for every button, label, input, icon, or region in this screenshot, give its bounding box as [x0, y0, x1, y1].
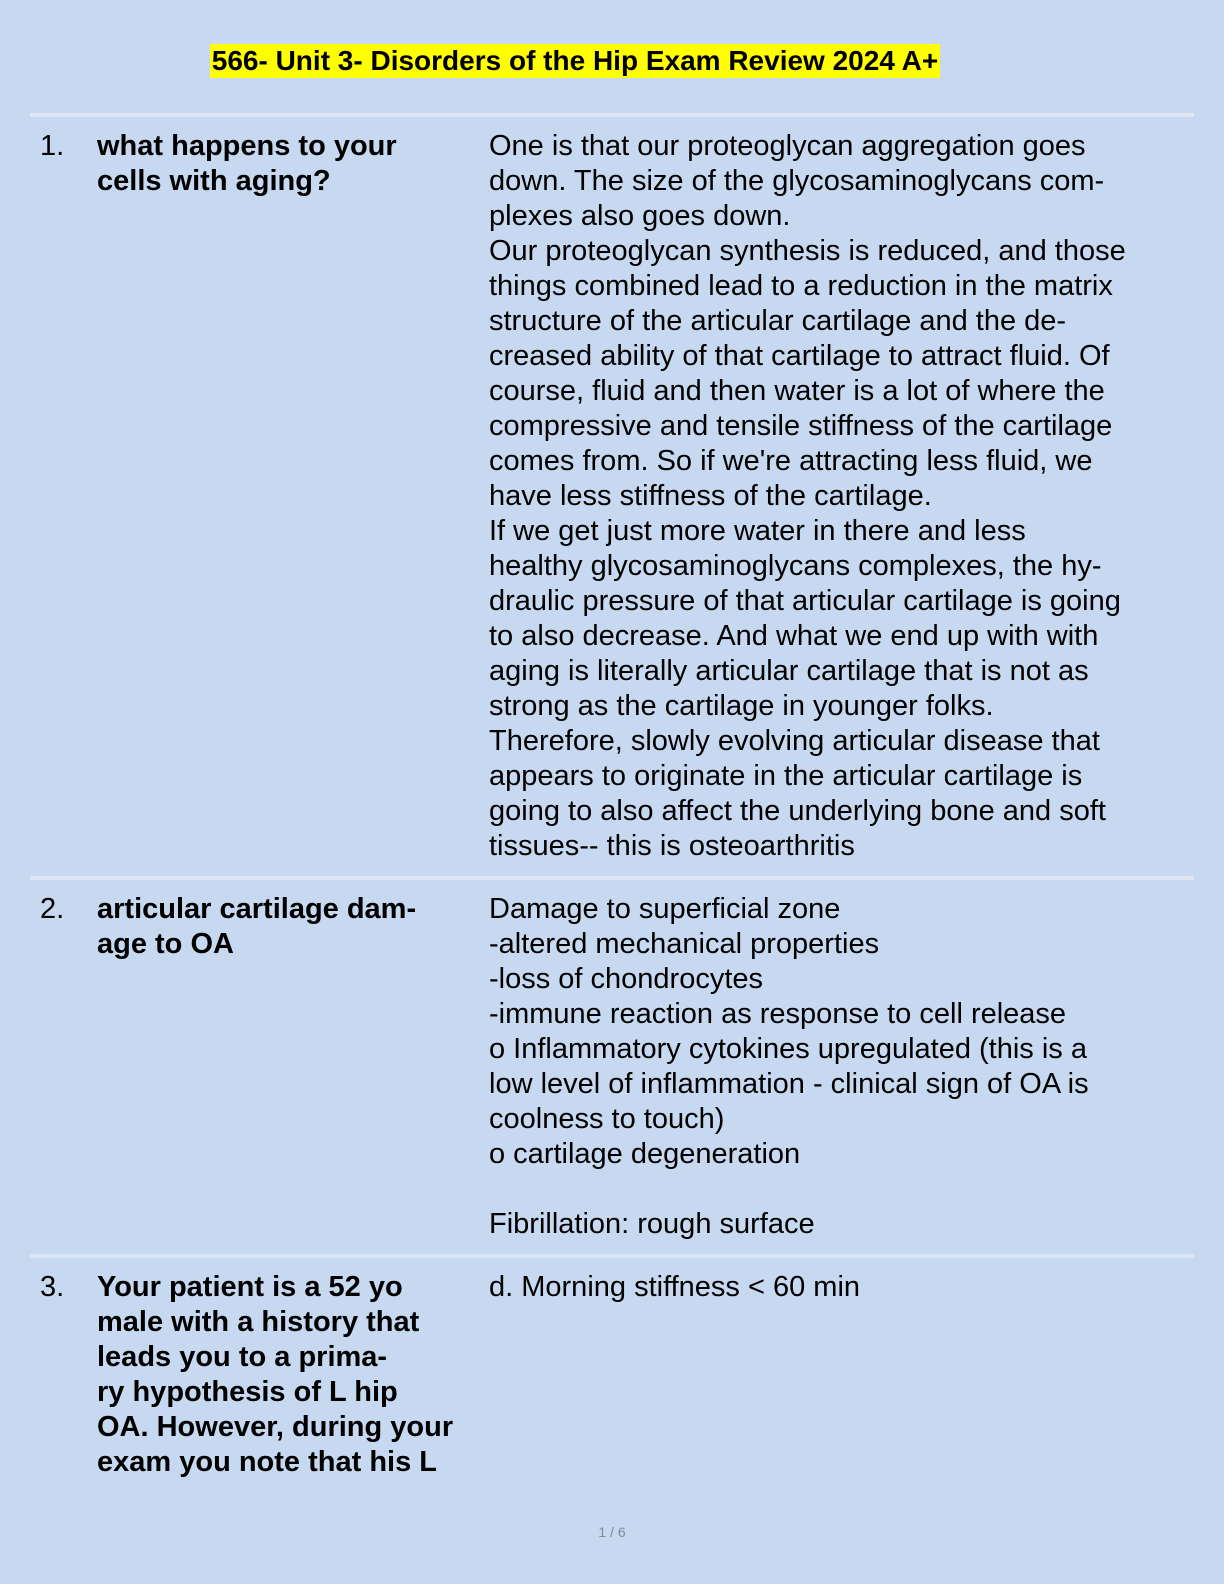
answer-line: appears to originate in the articular cartilage is — [489, 760, 1083, 792]
document-title: 566- Unit 3- Disorders of the Hip Exam Review 2024 A+ — [211, 45, 939, 76]
question-text — [97, 892, 482, 962]
flashcard-2 — [30, 876, 1194, 1255]
answer-line: plexes also goes down. — [489, 200, 791, 232]
question-line: what happens to your — [97, 130, 397, 162]
item-number: 2. — [40, 893, 65, 925]
answer-line: o cartilage degeneration — [489, 1138, 801, 1170]
question-line: cells with aging? — [97, 165, 331, 197]
answer-line: down. The size of the glycosaminoglycans com- — [489, 165, 1105, 197]
flashcard-3 — [30, 1254, 1194, 1508]
answer-line: low level of inflammation - clinical sign of OA is — [489, 1068, 1089, 1100]
question-text — [97, 1270, 482, 1480]
answer-line: Therefore, slowly evolving articular disease that — [489, 725, 1100, 757]
question-line: exam you note that his L — [97, 1446, 437, 1478]
answer-line: Fibrillation: rough surface — [489, 1208, 815, 1240]
answer-text — [489, 1270, 1179, 1305]
question-line: Your patient is a 52 yo — [97, 1271, 403, 1303]
answer-blank-line — [489, 1172, 1179, 1207]
answer-line: compressive and tensile stiffness of the cartilage — [489, 410, 1113, 442]
item-number: 1. — [40, 130, 65, 162]
answer-line: Our proteoglycan synthesis is reduced, and those — [489, 235, 1126, 267]
answer-line: comes from. So if we're attracting less fluid, we — [489, 445, 1093, 477]
question-line: leads you to a prima- — [97, 1341, 388, 1373]
answer-text — [489, 129, 1179, 864]
answer-line: creased ability of that cartilage to attract fluid. Of — [489, 340, 1110, 372]
answer-line: draulic pressure of that articular cartilage is going — [489, 585, 1121, 617]
question-line: male with a history that — [97, 1306, 420, 1338]
answer-line: have less stiffness of the cartilage. — [489, 480, 932, 512]
title-container — [0, 44, 1150, 78]
answer-line: going to also affect the underlying bone and soft — [489, 795, 1106, 827]
answer-line: tissues-- this is osteoarthritis — [489, 830, 855, 862]
flashcard-1 — [30, 113, 1194, 877]
answer-line: aging is literally articular cartilage that is not as — [489, 655, 1089, 687]
answer-line: Damage to superficial zone — [489, 893, 841, 925]
answer-line: coolness to touch) — [489, 1103, 725, 1135]
question-text — [97, 129, 482, 199]
question-line: OA. However, during your — [97, 1411, 454, 1443]
answer-text — [489, 892, 1179, 1242]
item-number: 3. — [40, 1271, 65, 1303]
answer-line: healthy glycosaminoglycans complexes, the hy- — [489, 550, 1102, 582]
answer-line: One is that our proteoglycan aggregation goes — [489, 130, 1086, 162]
answer-line: course, fluid and then water is a lot of where the — [489, 375, 1105, 407]
question-line: age to OA — [97, 928, 234, 960]
page-indicator: 1 / 6 — [598, 1524, 626, 1540]
answer-line: -immune reaction as response to cell release — [489, 998, 1067, 1030]
answer-line: o Inflammatory cytokines upregulated (this is a — [489, 1033, 1087, 1065]
answer-line: strong as the cartilage in younger folks. — [489, 690, 994, 722]
question-line: ry hypothesis of L hip — [97, 1376, 398, 1408]
answer-line: -loss of chondrocytes — [489, 963, 764, 995]
answer-line: structure of the articular cartilage and the de- — [489, 305, 1067, 337]
answer-line: to also decrease. And what we end up with with — [489, 620, 1099, 652]
answer-line: -altered mechanical properties — [489, 928, 880, 960]
question-line: articular cartilage dam- — [97, 893, 417, 925]
answer-line: If we get just more water in there and less — [489, 515, 1026, 547]
answer-line: things combined lead to a reduction in the matrix — [489, 270, 1113, 302]
answer-line: d. Morning stiffness < 60 min — [489, 1271, 861, 1303]
